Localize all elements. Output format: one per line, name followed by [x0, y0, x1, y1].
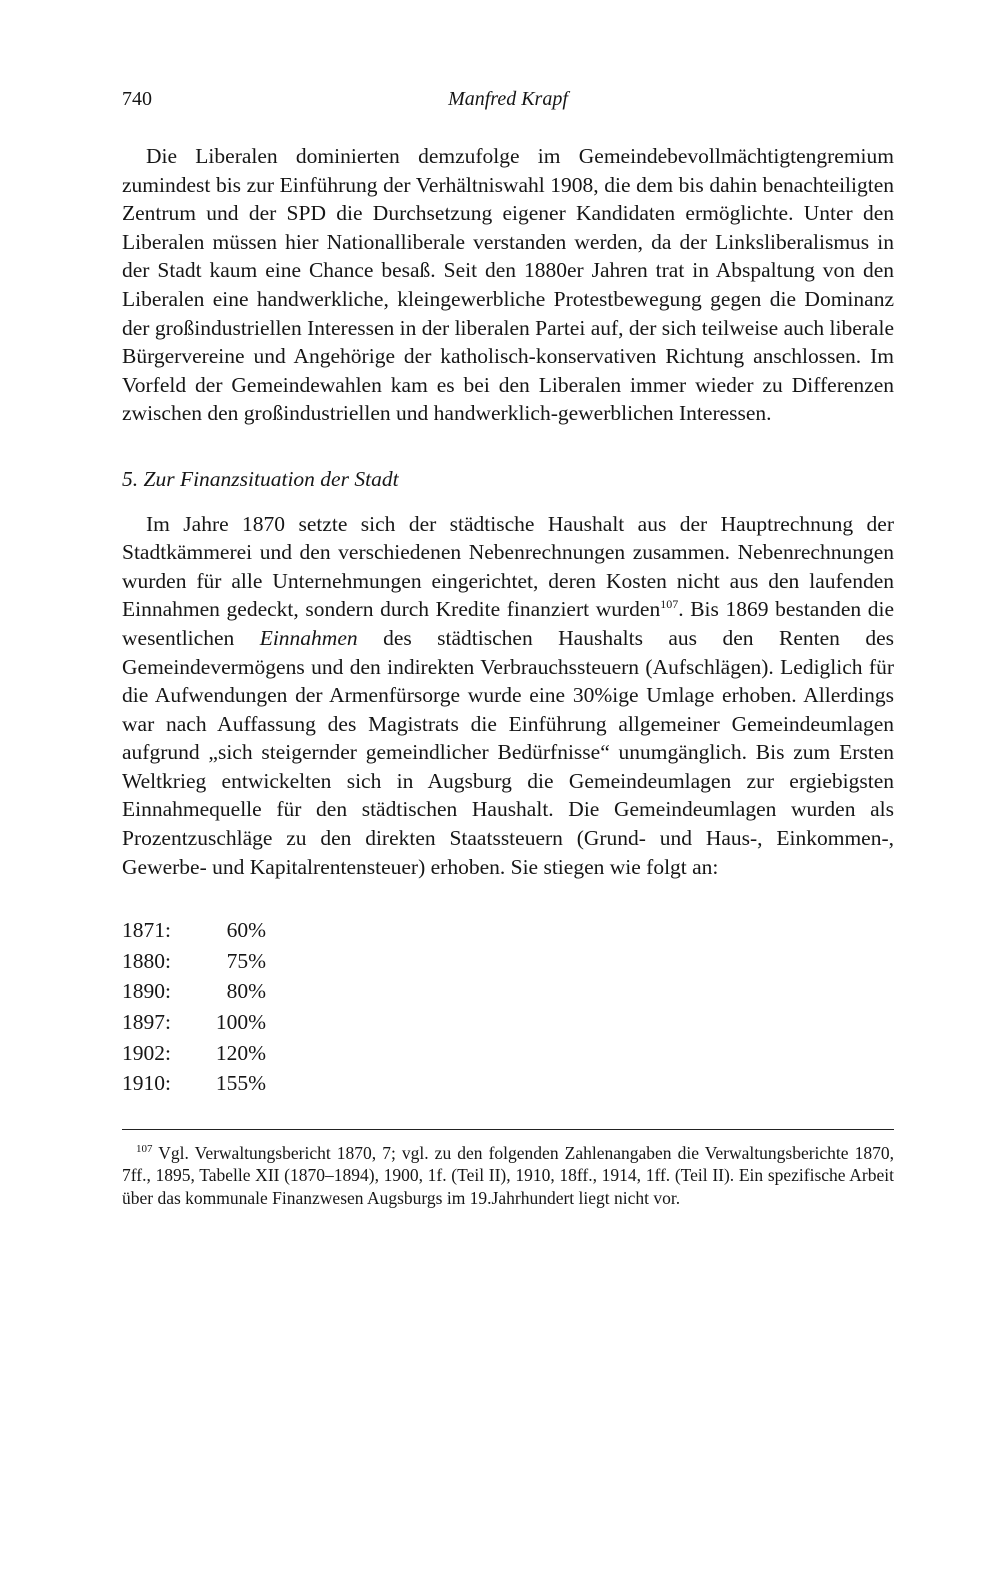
footnote-reference[interactable]: 107 [660, 597, 679, 612]
running-head-author: Manfred Krapf [448, 88, 568, 110]
table-row [122, 946, 894, 977]
table-row [122, 1007, 894, 1038]
book-page [122, 80, 894, 1209]
emphasis-einnahmen: Einnahmen [259, 625, 358, 650]
footnote-number: 107 [136, 1142, 153, 1155]
table-year: 1871: [122, 918, 171, 943]
footnote-divider [122, 1129, 894, 1130]
table-value: 80% [226, 979, 266, 1004]
table-year: 1902: [122, 1040, 171, 1065]
paragraph-finances-part3: des städtischen Haushalts aus den Renten des Gemeindevermögens und den indirekten Verbrauchssteuern (Aufschlägen). Lediglich für die Aufwendungen der Armenfürsorge wurde eine 30%ige Umlage erhoben. Allerdings war nach Auffassung des Magistrats die Einführung allgemeiner Gemeindeumlagen aufgrund „sich steigernder gemeindlicher Bedürfnisse“ unumgänglich. Bis zum Ersten Weltkrieg entwickelten sich in Augsburg die Gemeindeumlagen zur ergiebigsten Einnahmequelle für den städtischen Haushalt. Die Gemeindeumlagen wurden als Prozentzuschläge zu den direkten Staatssteuern (Grund- und Haus-, Einkommen-, Gewerbe- und Kapitalrentensteuer) erhoben. Sie stiegen wie folgt an: [122, 625, 894, 879]
page-number: 740 [122, 88, 152, 110]
table-value: 120% [215, 1040, 266, 1065]
paragraph-liberals: Die Liberalen dominierten demzufolge im Gemeindebevollmächtigtengremium zumindest bis zur Einführung der Verhältniswahl 1908, die dem bis dahin benachteiligten Zentrum und der SPD die Durchsetzung eigener Kandidaten ermöglichte. Unter den Liberalen müssen hier Nationalliberale verstanden werden, da der Linksliberalismus in der Stadt kaum eine Chance besaß. Seit den 1880er Jahren trat in Abspaltung von den Liberalen eine handwerkliche, kleingewerbliche Protestbewegung gegen die Dominanz der großindustriellen Interessen in der liberalen Partei auf, der sich teilweise auch liberale Bürgervereine und Angehörige der katholisch-konservativen Richtung anschlossen. Im Vorfeld der Gemeindewahlen kam es bei den Liberalen immer wieder zu Differenzen zwischen den großindustriellen und handwerklich-gewerblichen Interessen. [122, 144, 894, 426]
table-year: 1890: [122, 979, 171, 1004]
table-row [122, 915, 894, 946]
paragraph-finances-part2: . Bis 1869 bestanden die wesentlichen [122, 597, 894, 650]
table-year: 1880: [122, 948, 171, 973]
footnote-text: Vgl. Verwaltungsbericht 1870, 7; vgl. zu den folgenden Zahlenangaben die Verwaltungsberichte 1870, 7ff., 1895, Tabelle XII (1870–1894), 1900, 1f. (Teil II), 1910, 18ff., 1914, 1ff. (Teil II). Ein spezifische Arbeit über das kommunale Finanzwesen Augsburgs im 19.Jahrhundert liegt nicht vor. [122, 1142, 894, 1208]
section-heading: 5. Zur Finanzsituation der Stadt [122, 466, 399, 491]
table-row [122, 1068, 894, 1099]
page-header [122, 80, 894, 120]
levy-table [122, 915, 894, 1099]
footnote-107 [122, 1142, 894, 1210]
table-value: 60% [226, 918, 266, 943]
table-value: 100% [215, 1010, 266, 1035]
table-year: 1897: [122, 1010, 171, 1035]
table-value: 75% [226, 948, 266, 973]
table-row [122, 976, 894, 1007]
paragraph-finances [122, 510, 894, 882]
table-year: 1910: [122, 1071, 171, 1096]
table-value: 155% [215, 1071, 266, 1096]
paragraph-finances-part1: Im Jahre 1870 setzte sich der städtische Haushalt aus der Hauptrechnung der Stadtkämmerei und den verschiedenen Nebenrechnungen zusammen. Nebenrechnungen wurden für alle Unternehmungen eingerichtet, deren Kosten nicht aus den laufenden Einnahmen gedeckt, sondern durch Kredite finanziert wurden [122, 511, 894, 622]
table-row [122, 1038, 894, 1069]
